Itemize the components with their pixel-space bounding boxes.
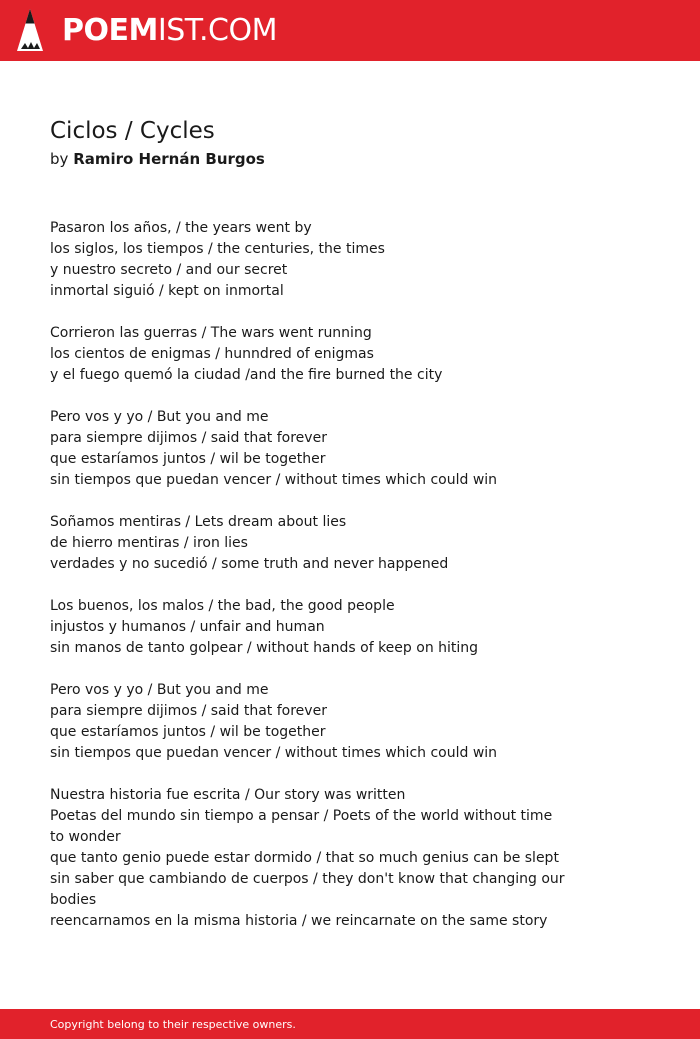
- poem-line: Pero vos y yo / But you and me: [50, 682, 269, 698]
- poem-author: Ramiro Hernán Burgos: [73, 150, 265, 168]
- stanza: [50, 512, 570, 575]
- poem-line: y nuestro secreto / and our secret: [50, 262, 288, 278]
- brand-light: IST.COM: [157, 13, 277, 48]
- poem-line: que estaríamos juntos / wil be together: [50, 451, 326, 467]
- poem-line: injustos y humanos / unfair and human: [50, 619, 325, 635]
- site-footer: [0, 1009, 700, 1039]
- poem-line: Soñamos mentiras / Lets dream about lies: [50, 514, 347, 530]
- pencil-tip-icon[interactable]: [17, 9, 43, 51]
- poem-line: Poetas del mundo sin tiempo a pensar / Poets of the world without time to wonder: [50, 808, 553, 845]
- brand-strong: POEM: [62, 13, 158, 48]
- site-logo-text[interactable]: [62, 11, 277, 51]
- stanza: [50, 218, 570, 302]
- by-label: by: [50, 150, 69, 168]
- poem-line: verdades y no sucedió / some truth and never happened: [50, 556, 449, 572]
- poem-line: Pero vos y yo / But you and me: [50, 409, 269, 425]
- poem-line: sin tiempos que puedan vencer / without times which could win: [50, 745, 498, 761]
- stanza: [50, 680, 570, 764]
- poem-line: Pasaron los años, / the years went by: [50, 220, 312, 236]
- poem-line: para siempre dijimos / said that forever: [50, 703, 327, 719]
- poem-line: los cientos de enigmas / hunndred of enigmas: [50, 346, 374, 362]
- poem-line: y el fuego quemó la ciudad /and the fire burned the city: [50, 367, 443, 383]
- poem-line: Los buenos, los malos / the bad, the good people: [50, 598, 395, 614]
- poem-line: los siglos, los tiempos / the centuries, the times: [50, 241, 385, 257]
- poem-title: Ciclos / Cycles: [50, 118, 215, 144]
- poem-line: sin saber que cambiando de cuerpos / they don't know that changing our bodies: [50, 871, 565, 908]
- poem-line: reencarnamos en la misma historia / we reincarnate on the same story: [50, 913, 548, 929]
- poem-line: Nuestra historia fue escrita / Our story was written: [50, 787, 406, 803]
- poem-line: de hierro mentiras / iron lies: [50, 535, 248, 551]
- poem-line: que tanto genio puede estar dormido / that so much genius can be slept: [50, 850, 559, 866]
- poem-line: que estaríamos juntos / wil be together: [50, 724, 326, 740]
- poem-line: sin tiempos que puedan vencer / without times which could win: [50, 472, 498, 488]
- poem-line: sin manos de tanto golpear / without hands of keep on hiting: [50, 640, 479, 656]
- poem-line: Corrieron las guerras / The wars went running: [50, 325, 372, 341]
- poem-body: [50, 218, 570, 953]
- copyright-notice: Copyright belong to their respective owners.: [50, 1018, 296, 1031]
- stanza: [50, 407, 570, 491]
- poem-byline: [50, 148, 265, 170]
- stanza: [50, 596, 570, 659]
- poem-line: para siempre dijimos / said that forever: [50, 430, 327, 446]
- poem-line: inmortal siguió / kept on inmortal: [50, 283, 284, 299]
- site-header: [0, 0, 700, 61]
- stanza: [50, 785, 570, 932]
- stanza: [50, 323, 570, 386]
